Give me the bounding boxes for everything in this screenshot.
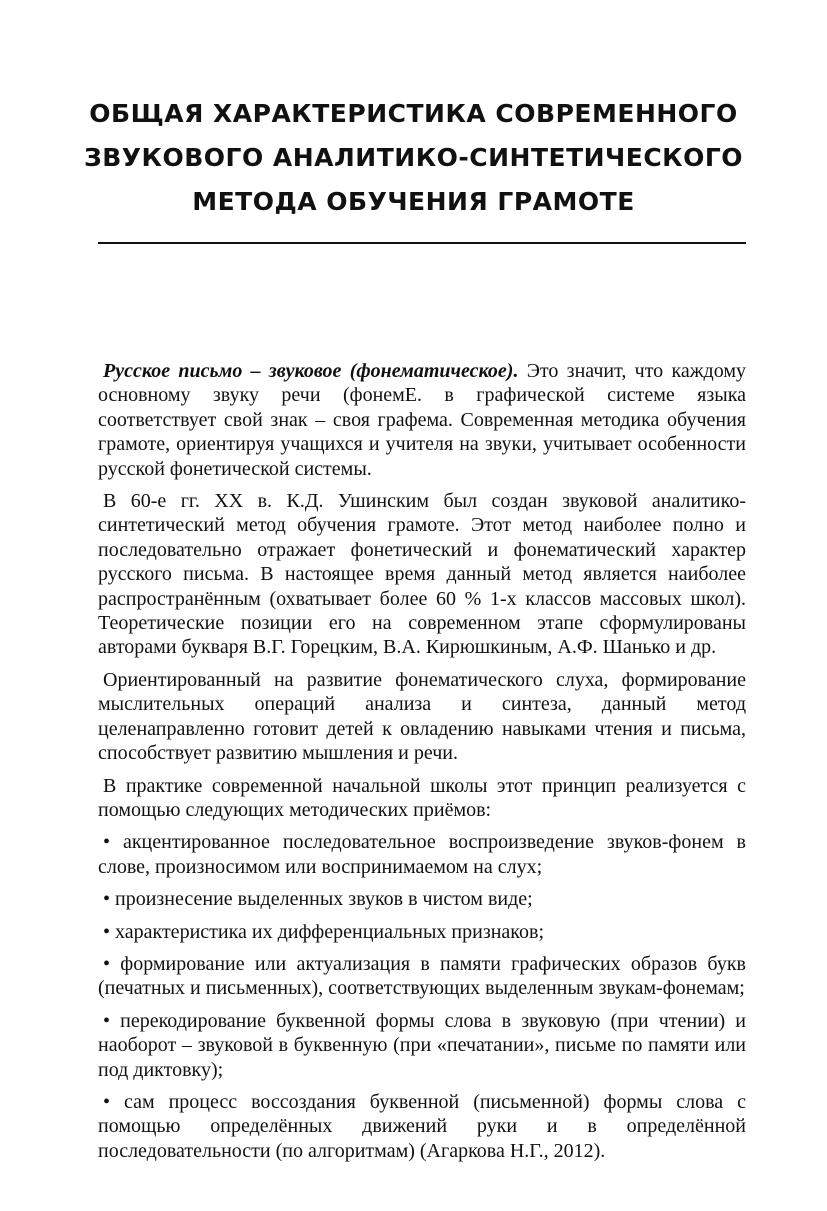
chapter-title-line-1: ОБЩАЯ ХАРАКТЕРИСТИКА СОВРЕМЕННОГО xyxy=(89,99,738,128)
list-item: • произнесение выделенных звуков в чистом виде; xyxy=(103,888,533,911)
chapter-title-line-2: ЗВУКОВОГО АНАЛИТИКО-СИНТЕТИЧЕСКОГО xyxy=(83,143,744,172)
chapter-title-line-3: МЕТОДА ОБУЧЕНИЯ ГРАМОТЕ xyxy=(192,187,635,216)
paragraph-1-lead: Русское письмо – звуковое (фонематическое). xyxy=(103,360,519,382)
title-divider xyxy=(98,242,746,244)
paragraph-3: Ориентированный на развитие фонематического слуха, формирование мыслительных операций анализа и синтеза, данный метод целенаправленно готовит детей к овладению навыками чтения и письма, способствует развитию мышления и речи. xyxy=(98,668,746,765)
list-item: • перекодирование буквенной формы слова в звуковую (при чтении) и наоборот – звуковой в буквенную (при «печатании», письме по памяти или под диктовку); xyxy=(98,1009,746,1081)
body-text xyxy=(98,359,746,1171)
paragraph-1 xyxy=(98,359,746,481)
list-item: • сам процесс воссоздания буквенной (письменной) формы слова с помощью определённых движений руки и в определённой последовательности (по алгоритмам) (Агаркова Н.Г., 2012). xyxy=(98,1090,746,1162)
chapter-title xyxy=(60,92,767,224)
paragraph-4: В практике современной начальной школы этот принцип реализуется с помощью следующих методических приёмов: xyxy=(98,774,746,821)
paragraph-2: В 60-е гг. XX в. К.Д. Ушинским был создан звуковой аналитико-синтетический метод обучения грамоте. Этот метод наиболее полно и последовательно отражает фонетический и фонематический характер русского письма. В настоящее время данный метод является наиболее распространённым (охватывает более 60 % 1-х классов массовых школ). Теоретические позиции его на современном этапе сформулированы авторами букваря В.Г. Горецким, В.А. Кирюшкиным, А.Ф. Шанько и др. xyxy=(98,490,746,659)
list-item: • акцентированное последовательное воспроизведение звуков-фонем в слове, произносимом или воспринимаемом на слух; xyxy=(98,831,746,878)
list-item: • формирование или актуализация в памяти графических образов букв (печатных и письменных), соответствующих выделенным звукам-фонемам; xyxy=(98,952,746,1000)
paragraph-1-text: Это значит, что каждому основному звуку речи (фонемЕ. в графической системе языка соответствует свой знак – своя графема. Современная методика обучения грамоте, ориентируя учащихся и учителя на звуки, учитывает особенности русской фонетической системы. xyxy=(98,360,747,480)
list-item: • характеристика их дифференциальных признаков; xyxy=(103,920,545,943)
